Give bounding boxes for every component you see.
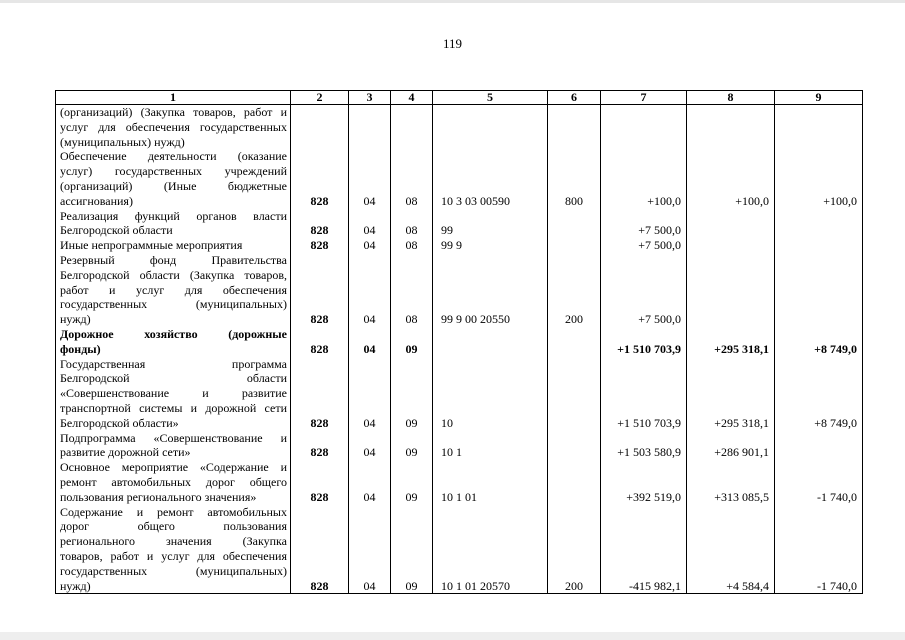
target-article-cell: 10 1 01 [433, 460, 548, 504]
table-row [56, 149, 863, 208]
column-header-3: 3 [349, 91, 391, 105]
expense-type-cell [548, 209, 601, 239]
description-line: нужд) [60, 578, 91, 593]
table-row [56, 505, 863, 594]
description-line: ассигнования) [60, 193, 133, 208]
description-line: Резервный фонд Правительства [60, 252, 287, 267]
column-header-4: 4 [391, 91, 433, 105]
expense-type-cell [548, 238, 601, 253]
target-article-cell: 10 3 03 00590 [433, 149, 548, 208]
row-description [56, 460, 291, 504]
amount-col7-cell: +1 510 703,9 [601, 327, 687, 357]
expense-type-cell [548, 327, 601, 357]
amount-col8-cell: +295 318,1 [687, 327, 775, 357]
expense-type-cell: 200 [548, 505, 601, 594]
table-row [56, 105, 863, 150]
amount-col8-cell: +286 901,1 [687, 431, 775, 461]
amount-col9-cell [775, 253, 863, 327]
description-line: нужд) [60, 312, 91, 327]
description-line: услуг для обеспечения государственных [60, 119, 287, 134]
description-line: «Совершенствование и развитие [60, 386, 287, 401]
amount-col9-cell: +8 749,0 [775, 327, 863, 357]
amount-col9-cell [775, 431, 863, 461]
section-cell: 04 [349, 460, 391, 504]
table-row [56, 357, 863, 431]
section-cell: 04 [349, 357, 391, 431]
subsection-cell: 09 [391, 505, 433, 594]
expense-type-cell [548, 460, 601, 504]
amount-col7-cell: +100,0 [601, 149, 687, 208]
admin-code-cell: 828 [291, 357, 349, 431]
description-line: государственных (муниципальных) [60, 297, 287, 312]
amount-col7-cell: +7 500,0 [601, 209, 687, 239]
subsection-cell: 08 [391, 238, 433, 253]
section-cell: 04 [349, 431, 391, 461]
amount-col7-cell [601, 105, 687, 150]
row-description [56, 357, 291, 431]
admin-code-cell: 828 [291, 253, 349, 327]
table-row [56, 238, 863, 253]
description-line: Реализация функций органов власти [60, 208, 287, 223]
section-cell [349, 105, 391, 150]
table-row [56, 327, 863, 357]
description-line: Обеспечение деятельности (оказание [60, 149, 287, 164]
target-article-cell: 99 9 [433, 238, 548, 253]
section-cell: 04 [349, 149, 391, 208]
description-line: Белгородской области» [60, 415, 179, 430]
page-number: 119 [442, 36, 463, 51]
target-article-cell [433, 327, 548, 357]
description-line: услуг) государственных учреждений [60, 164, 287, 179]
admin-code-cell: 828 [291, 460, 349, 504]
amount-col7-cell: +1 503 580,9 [601, 431, 687, 461]
target-article-cell: 99 9 00 20550 [433, 253, 548, 327]
amount-col8-cell [687, 238, 775, 253]
description-line: Иные непрограммные мероприятия [60, 238, 243, 253]
amount-col7-cell: +1 510 703,9 [601, 357, 687, 431]
target-article-cell: 10 1 01 20570 [433, 505, 548, 594]
description-line: (муниципальных) нужд) [60, 134, 185, 149]
expense-type-cell [548, 357, 601, 431]
scan-edge-top [0, 0, 905, 3]
description-line: товаров, работ и услуг для обеспечения [60, 548, 287, 563]
amount-col9-cell: -1 740,0 [775, 460, 863, 504]
row-description [56, 105, 291, 150]
amount-col8-cell: +313 085,5 [687, 460, 775, 504]
target-article-cell [433, 105, 548, 150]
amount-col9-cell: +100,0 [775, 149, 863, 208]
description-line: фонды) [60, 341, 101, 356]
amount-col7-cell: +7 500,0 [601, 238, 687, 253]
subsection-cell: 09 [391, 327, 433, 357]
section-cell: 04 [349, 209, 391, 239]
amount-col7-cell: +7 500,0 [601, 253, 687, 327]
description-line: Белгородской области [60, 371, 287, 386]
subsection-cell: 09 [391, 460, 433, 504]
description-line: государственных (муниципальных) [60, 563, 287, 578]
expense-type-cell: 800 [548, 149, 601, 208]
description-line: (организаций) (Закупка товаров, работ и [60, 105, 287, 119]
expense-type-cell [548, 431, 601, 461]
column-header-6: 6 [548, 91, 601, 105]
table-body [56, 105, 863, 594]
section-cell: 04 [349, 253, 391, 327]
scan-edge-bottom [0, 632, 905, 640]
description-line: пользования регионального значения» [60, 489, 257, 504]
admin-code-cell: 828 [291, 238, 349, 253]
amount-col8-cell [687, 105, 775, 150]
description-line: транспортной системы и дорожной сети [60, 400, 287, 415]
column-header-9: 9 [775, 91, 863, 105]
description-line: развитие дорожной сети» [60, 445, 191, 460]
description-line: Государственная программа [60, 356, 287, 371]
table-row [56, 460, 863, 504]
amount-col8-cell [687, 253, 775, 327]
admin-code-cell: 828 [291, 431, 349, 461]
column-header-7: 7 [601, 91, 687, 105]
amount-col7-cell: +392 519,0 [601, 460, 687, 504]
target-article-cell: 99 [433, 209, 548, 239]
row-description [56, 505, 291, 594]
description-line: Основное мероприятие «Содержание и [60, 460, 287, 475]
admin-code-cell: 828 [291, 505, 349, 594]
column-header-5: 5 [433, 91, 548, 105]
amount-col7-cell: -415 982,1 [601, 505, 687, 594]
amount-col9-cell: +8 749,0 [775, 357, 863, 431]
amount-col9-cell [775, 209, 863, 239]
subsection-cell: 09 [391, 431, 433, 461]
expense-type-cell: 200 [548, 253, 601, 327]
budget-table [55, 90, 863, 594]
amount-col9-cell [775, 238, 863, 253]
expense-type-cell [548, 105, 601, 150]
admin-code-cell: 828 [291, 327, 349, 357]
admin-code-cell [291, 105, 349, 150]
table-header-row [56, 91, 863, 105]
target-article-cell: 10 1 [433, 431, 548, 461]
admin-code-cell: 828 [291, 149, 349, 208]
column-header-2: 2 [291, 91, 349, 105]
amount-col9-cell [775, 105, 863, 150]
section-cell: 04 [349, 238, 391, 253]
section-cell: 04 [349, 505, 391, 594]
description-line: Содержание и ремонт автомобильных [60, 504, 287, 519]
table-row [56, 253, 863, 327]
description-line: Дорожное хозяйство (дорожные [60, 326, 287, 341]
description-line: Белгородской области [60, 223, 173, 238]
description-line: работ и услуг для обеспечения [60, 282, 287, 297]
amount-col8-cell: +4 584,4 [687, 505, 775, 594]
table-row [56, 431, 863, 461]
amount-col8-cell: +295 318,1 [687, 357, 775, 431]
row-description [56, 431, 291, 461]
subsection-cell [391, 105, 433, 150]
description-line: Белгородской области (Закупка товаров, [60, 267, 287, 282]
column-header-1: 1 [56, 91, 291, 105]
description-line: ремонт автомобильных дорог общего [60, 474, 287, 489]
amount-col8-cell: +100,0 [687, 149, 775, 208]
row-description [56, 253, 291, 327]
subsection-cell: 08 [391, 209, 433, 239]
description-line: регионального значения (Закупка [60, 534, 287, 549]
admin-code-cell: 828 [291, 209, 349, 239]
row-description [56, 327, 291, 357]
amount-col9-cell: -1 740,0 [775, 505, 863, 594]
table-row [56, 209, 863, 239]
subsection-cell: 09 [391, 357, 433, 431]
row-description [56, 238, 291, 253]
subsection-cell: 08 [391, 149, 433, 208]
subsection-cell: 08 [391, 253, 433, 327]
description-line: (организаций) (Иные бюджетные [60, 178, 287, 193]
row-description [56, 149, 291, 208]
amount-col8-cell [687, 209, 775, 239]
description-line: дорог общего пользования [60, 519, 287, 534]
target-article-cell: 10 [433, 357, 548, 431]
description-line: Подпрограмма «Совершенствование и [60, 430, 287, 445]
section-cell: 04 [349, 327, 391, 357]
column-header-8: 8 [687, 91, 775, 105]
row-description [56, 209, 291, 239]
